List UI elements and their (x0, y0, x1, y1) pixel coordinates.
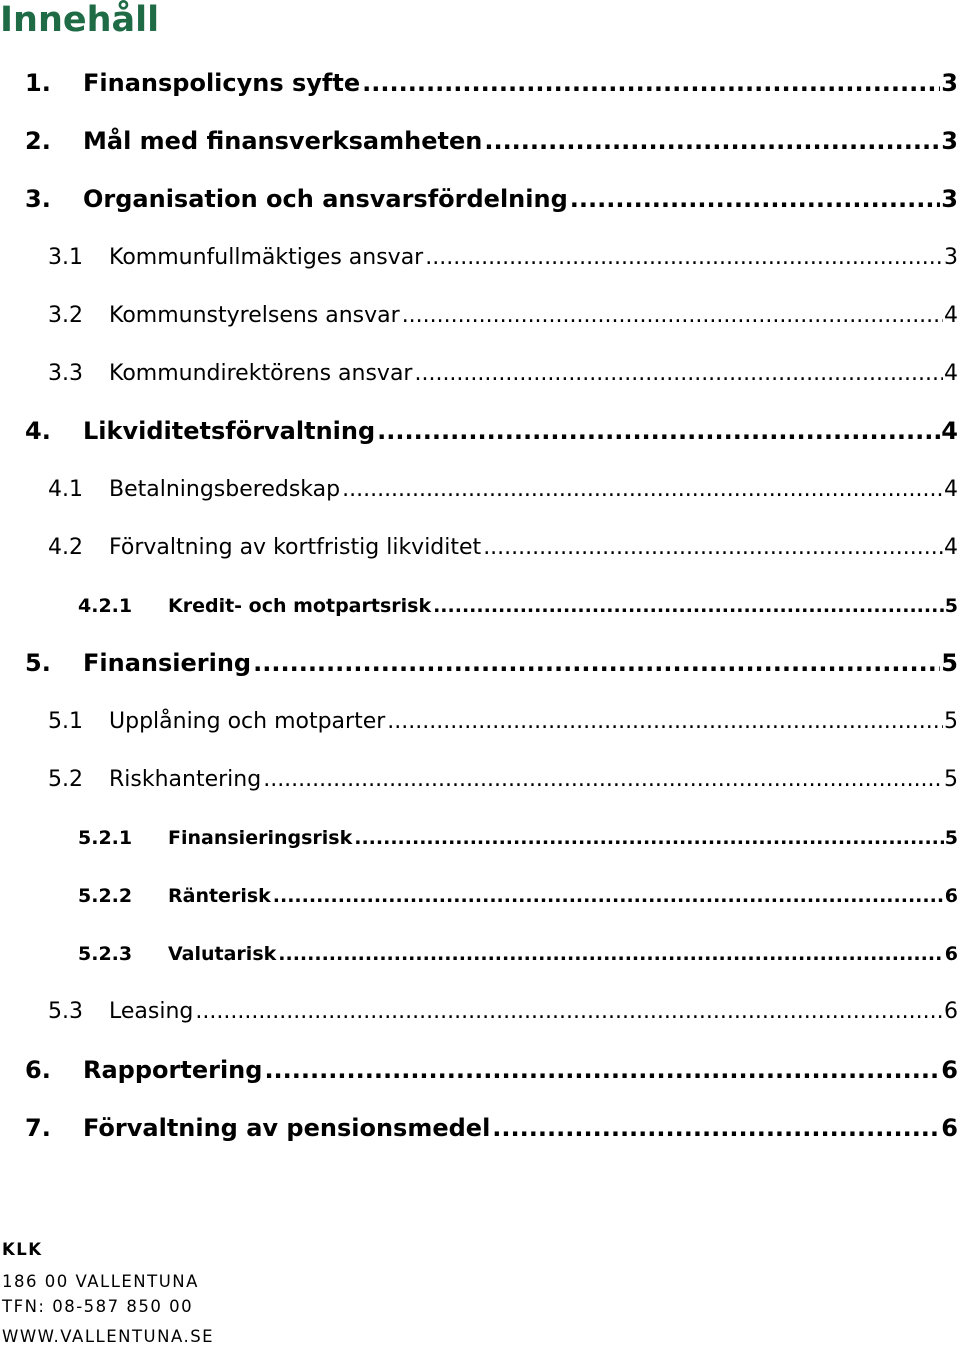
toc-entry-leader (195, 998, 943, 1026)
toc-entry-leader (402, 302, 943, 330)
toc-entry-page-number: 5 (944, 827, 958, 849)
toc-entry-number: 4. (25, 417, 51, 445)
toc-entry-page-number: 4 (944, 535, 958, 560)
toc-entry-number: 7. (25, 1114, 51, 1142)
toc-entry-page-number: 6 (944, 885, 958, 907)
toc-entry[interactable] (0, 826, 958, 850)
toc-entry[interactable] (0, 708, 958, 736)
toc-entry-number: 3. (25, 185, 51, 213)
toc-entry-title: Mål med finansverksamheten (83, 127, 483, 155)
page-title: Innehåll (0, 0, 160, 40)
toc-entry-page-number: 6 (944, 999, 958, 1024)
toc-entry[interactable] (0, 184, 958, 214)
toc-entry[interactable] (0, 416, 958, 446)
toc-entry-number: 5.2.1 (78, 827, 133, 849)
toc-entry-leader (354, 826, 944, 850)
toc-entry-number: 5. (25, 649, 51, 677)
toc-entry-page-number: 5 (941, 649, 958, 677)
toc-entry-leader (342, 476, 943, 504)
toc-entry-title: Leasing (109, 999, 194, 1024)
toc-entry[interactable] (0, 360, 958, 388)
toc-entry[interactable] (0, 1055, 958, 1085)
toc-entry[interactable] (0, 476, 958, 504)
toc-entry-page-number: 4 (944, 303, 958, 328)
toc-entry-number: 5.3 (48, 999, 83, 1024)
toc-entry-number: 4.2.1 (78, 595, 133, 617)
toc-entry-number: 5.2.2 (78, 885, 133, 907)
toc-entry-leader (278, 942, 944, 966)
toc-entry-title: Kommunstyrelsens ansvar (109, 303, 400, 328)
toc-entry[interactable] (0, 998, 958, 1026)
toc-entry-title: Ränterisk (168, 885, 271, 907)
toc-entry[interactable] (0, 68, 958, 98)
toc-entry-title: Kommundirektörens ansvar (109, 361, 413, 386)
footer-org: KLK (2, 1240, 43, 1259)
toc-entry-title: Valutarisk (168, 943, 277, 965)
toc-entry-page-number: 5 (944, 767, 958, 792)
toc-entry-leader (414, 360, 943, 388)
toc-entry-page-number: 3 (941, 69, 958, 97)
toc-entry-page-number: 6 (941, 1114, 958, 1142)
footer-address: 186 00 VALLENTUNA (2, 1272, 199, 1291)
toc-entry-number: 3.1 (48, 245, 83, 270)
toc-entry-page-number: 3 (941, 127, 958, 155)
toc-entry-page-number: 3 (944, 245, 958, 270)
toc-entry-leader (433, 594, 944, 618)
toc-entry-leader (484, 126, 940, 156)
toc-entry-leader (263, 766, 943, 794)
toc-entry-page-number: 5 (944, 595, 958, 617)
toc-entry[interactable] (0, 302, 958, 330)
toc-entry-title: Kredit- och motpartsrisk (168, 595, 432, 617)
toc-entry-number: 5.2 (48, 767, 83, 792)
toc-entry-page-number: 4 (944, 477, 958, 502)
toc-entry-title: Finansiering (83, 649, 252, 677)
toc-entry[interactable] (0, 648, 958, 678)
toc-entry-number: 1. (25, 69, 51, 97)
toc-entry-number: 6. (25, 1056, 51, 1084)
toc-entry-page-number: 3 (941, 185, 958, 213)
toc-entry-leader (387, 708, 943, 736)
toc-entry-number: 5.2.3 (78, 943, 133, 965)
toc-entry-leader (570, 184, 941, 214)
toc-entry-leader (483, 534, 943, 562)
toc-entry-leader (377, 416, 940, 446)
toc-entry[interactable] (0, 766, 958, 794)
toc-entry[interactable] (0, 594, 958, 618)
toc-entry-leader (492, 1113, 940, 1143)
toc-entry-leader (264, 1055, 940, 1085)
toc-entry-title: Organisation och ansvarsfördelning (83, 185, 568, 213)
toc-entry-number: 4.2 (48, 535, 83, 560)
toc-entry-page-number: 4 (941, 417, 958, 445)
toc-entry[interactable] (0, 884, 958, 908)
toc-entry-number: 5.1 (48, 709, 83, 734)
toc-entry-title: Upplåning och motparter (109, 709, 386, 734)
toc-entry-page-number: 6 (944, 943, 958, 965)
toc-entry-leader (253, 648, 940, 678)
toc-entry-title: Likviditetsförvaltning (83, 417, 376, 445)
toc-entry[interactable] (0, 534, 958, 562)
toc-entry-number: 3.3 (48, 361, 83, 386)
toc-entry[interactable] (0, 1113, 958, 1143)
footer-website: WWW.VALLENTUNA.SE (2, 1327, 215, 1346)
toc-entry-number: 3.2 (48, 303, 83, 328)
toc-entry-page-number: 4 (944, 361, 958, 386)
toc-entry-title: Finansieringsrisk (168, 827, 353, 849)
toc-entry-title: Finanspolicyns syfte (83, 69, 361, 97)
footer-phone: TFN: 08-587 850 00 (2, 1297, 194, 1316)
toc-entry-leader (273, 884, 944, 908)
toc-entry-number: 4.1 (48, 477, 83, 502)
toc-entry-page-number: 5 (944, 709, 958, 734)
toc-entry-title: Betalningsberedskap (109, 477, 341, 502)
toc-entry-number: 2. (25, 127, 51, 155)
toc-entry-leader (425, 244, 943, 272)
toc-entry-title: Riskhantering (109, 767, 262, 792)
toc-entry-title: Rapportering (83, 1056, 263, 1084)
toc-entry-title: Förvaltning av pensionsmedel (83, 1114, 491, 1142)
toc-entry[interactable] (0, 244, 958, 272)
toc-entry-title: Kommunfullmäktiges ansvar (109, 245, 424, 270)
toc-entry-title: Förvaltning av kortfristig likviditet (109, 535, 482, 560)
toc-entry-page-number: 6 (941, 1056, 958, 1084)
toc-entry[interactable] (0, 942, 958, 966)
toc-entry-leader (362, 68, 940, 98)
toc-entry[interactable] (0, 126, 958, 156)
